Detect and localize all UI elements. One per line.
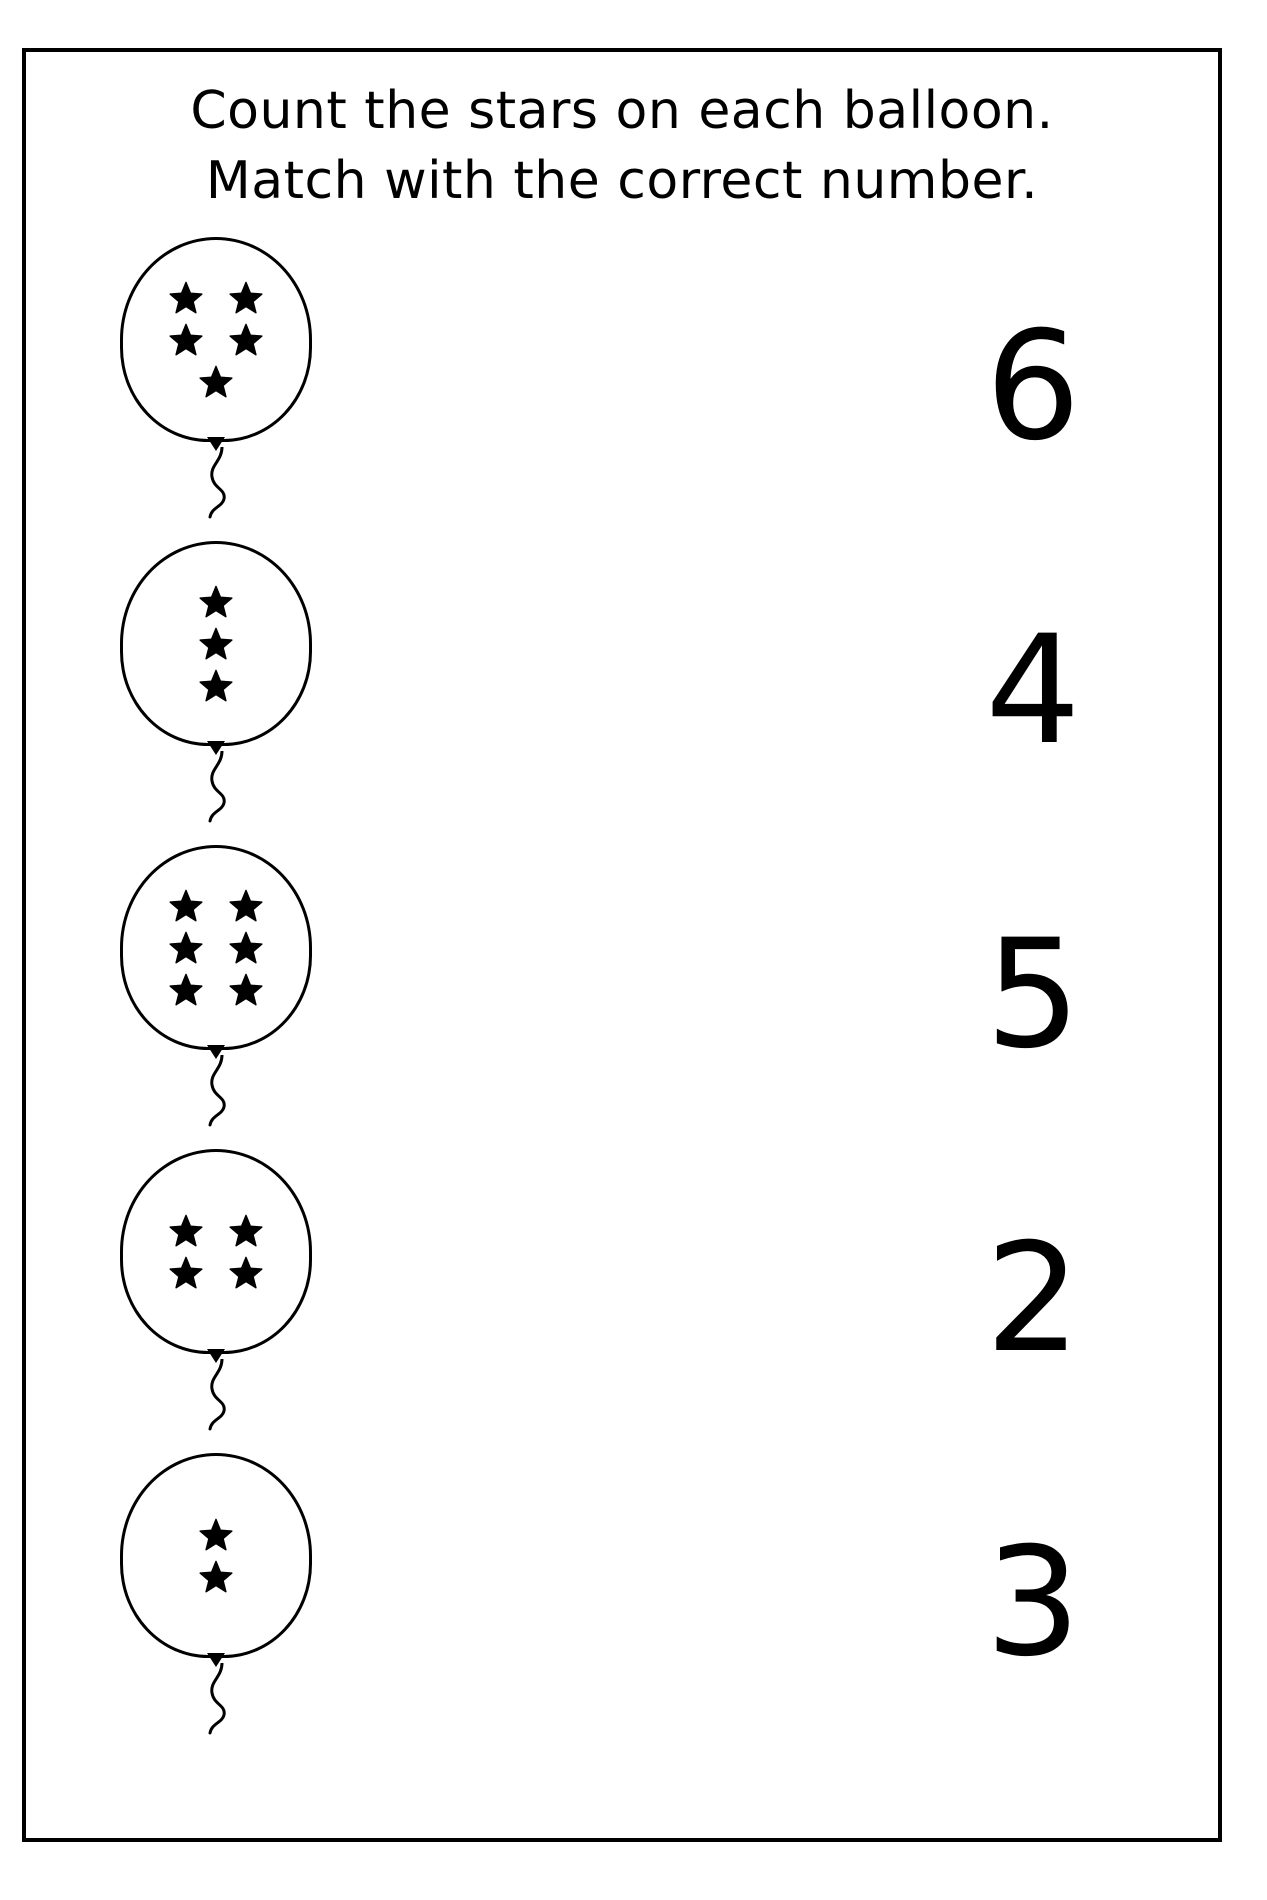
star-shape — [169, 1256, 203, 1290]
balloon-string — [192, 751, 252, 823]
match-row — [26, 1149, 1218, 1453]
star-line — [169, 1214, 263, 1248]
star-line — [169, 931, 263, 965]
star-group — [120, 845, 312, 1050]
star-shape — [199, 1560, 233, 1594]
worksheet-page — [22, 48, 1222, 1842]
balloon-2[interactable] — [106, 541, 336, 841]
star-line — [169, 281, 263, 315]
number-option[interactable] — [978, 1453, 1088, 1753]
number-option[interactable] — [978, 541, 1088, 841]
star-group — [120, 237, 312, 442]
star-group — [120, 1149, 312, 1354]
number-label: 5 — [985, 908, 1081, 1082]
star-shape — [169, 973, 203, 1007]
balloon-5[interactable] — [106, 1453, 336, 1753]
star-shape — [229, 1214, 263, 1248]
balloon-string — [192, 1055, 252, 1127]
balloon-string — [192, 447, 252, 519]
balloon-graphic[interactable] — [120, 237, 312, 455]
star-shape — [169, 1214, 203, 1248]
star-line — [199, 669, 233, 703]
match-row — [26, 541, 1218, 845]
star-shape — [199, 365, 233, 399]
star-group — [120, 541, 312, 746]
star-line — [199, 365, 233, 399]
star-shape — [169, 931, 203, 965]
instructions-text — [26, 76, 1218, 216]
number-label: 6 — [985, 300, 1081, 474]
star-shape — [229, 931, 263, 965]
balloon-1[interactable] — [106, 237, 336, 537]
star-shape — [229, 323, 263, 357]
match-row — [26, 237, 1218, 541]
star-shape — [169, 281, 203, 315]
balloon-string — [192, 1359, 252, 1431]
star-line — [199, 1518, 233, 1552]
number-option[interactable] — [978, 845, 1088, 1145]
balloon-string — [192, 1663, 252, 1735]
number-label: 4 — [985, 604, 1081, 778]
balloon-4[interactable] — [106, 1149, 336, 1449]
star-shape — [229, 889, 263, 923]
balloon-graphic[interactable] — [120, 845, 312, 1063]
star-shape — [169, 889, 203, 923]
star-shape — [199, 669, 233, 703]
star-line — [199, 585, 233, 619]
number-label: 2 — [985, 1212, 1081, 1386]
match-row — [26, 1453, 1218, 1757]
star-group — [120, 1453, 312, 1658]
star-line — [169, 1256, 263, 1290]
star-line — [199, 627, 233, 661]
number-option[interactable] — [978, 1149, 1088, 1449]
star-shape — [229, 1256, 263, 1290]
number-option[interactable] — [978, 237, 1088, 537]
instruction-line-2: Match with the correct number. — [205, 151, 1039, 212]
star-shape — [199, 585, 233, 619]
balloon-graphic[interactable] — [120, 1453, 312, 1671]
star-line — [199, 1560, 233, 1594]
balloon-graphic[interactable] — [120, 541, 312, 759]
star-line — [169, 323, 263, 357]
star-shape — [199, 627, 233, 661]
star-shape — [229, 973, 263, 1007]
instruction-line-1: Count the stars on each balloon. — [190, 81, 1054, 141]
matching-rows — [26, 237, 1218, 1757]
star-line — [169, 973, 263, 1007]
star-shape — [229, 281, 263, 315]
star-shape — [169, 323, 203, 357]
star-shape — [199, 1518, 233, 1552]
balloon-graphic[interactable] — [120, 1149, 312, 1367]
number-label: 3 — [985, 1516, 1081, 1690]
star-line — [169, 889, 263, 923]
balloon-3[interactable] — [106, 845, 336, 1145]
match-row — [26, 845, 1218, 1149]
